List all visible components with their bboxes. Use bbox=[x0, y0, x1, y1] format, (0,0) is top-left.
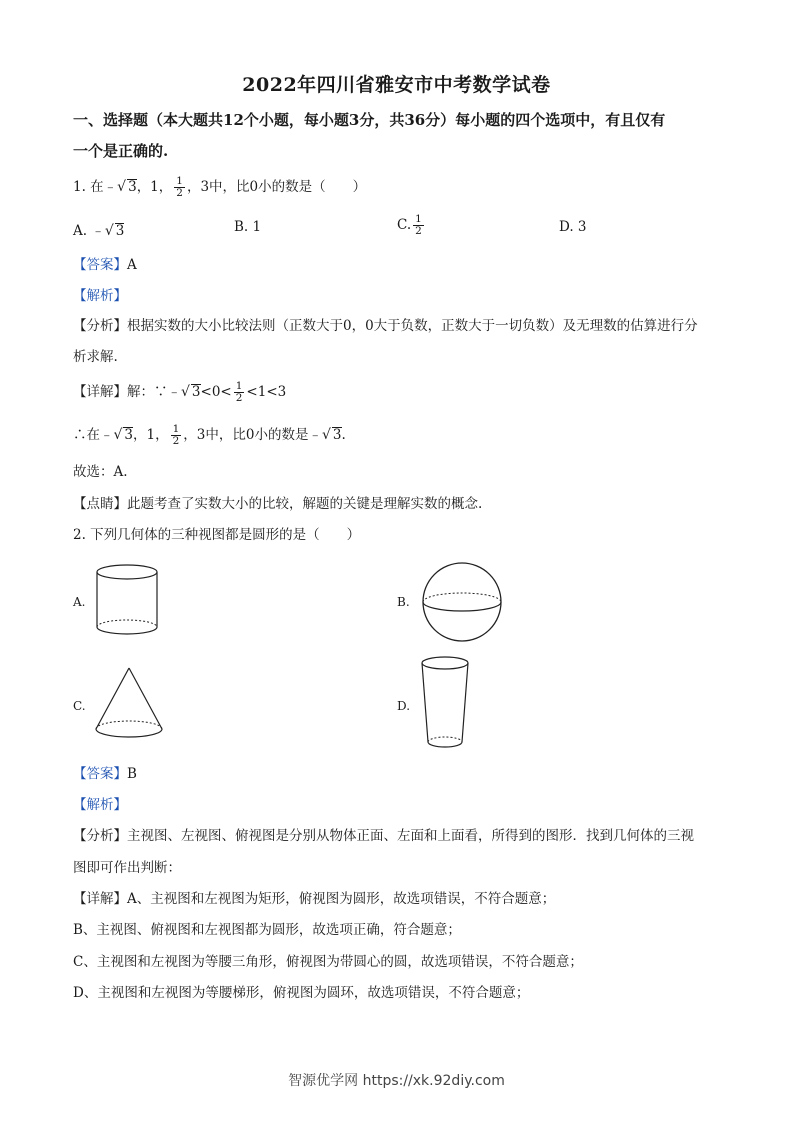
q1-option-a: A. ﹣√ 3 bbox=[73, 223, 125, 239]
q2-detail-d: D、主视图和左视图为等腰梯形，俯视图为圆环，故选项错误，不符合题意； bbox=[73, 985, 530, 1001]
q1-detail: 【详解】解：∵﹣√ 3<0< $\frac{1}{2}$ <1<3 bbox=[73, 380, 287, 404]
q2-fenxi-line2: 图即可作出判断： bbox=[73, 860, 181, 876]
q2-label-d: D. bbox=[397, 699, 411, 713]
q1-stem-fraction: $\frac{1}{2}$ bbox=[176, 175, 183, 199]
q2-detail-a: 【详解】A、主视图和左视图为矩形，俯视图为圆形，故选项错误，不符合题意； bbox=[73, 891, 556, 907]
q2-detail-c: C、主视图和左视图为等腰三角形，俯视图为带圆心的圆，故选项错误，不符合题意； bbox=[73, 954, 583, 970]
q1-option-c: C. $\frac{1}{2}$ bbox=[397, 213, 422, 237]
q1-analysis-tag: 【解析】 bbox=[73, 288, 127, 304]
q1-stem-radicand: 3 bbox=[128, 179, 137, 195]
q1-choose: 故选：A. bbox=[73, 464, 128, 480]
section-heading-line1: 一、选择题（本大题共12个小题，每小题3分，共36分）每小题的四个选项中，有且仅有 bbox=[73, 111, 666, 129]
section-heading-line2: 一个是正确的. bbox=[73, 142, 169, 160]
q2-answer: 【答案】B bbox=[73, 766, 137, 782]
q1-fenxi-line1: 【分析】根据实数的大小比较法则（正数大于0，0大于负数，正数大于一切负数）及无理数的估算进行分 bbox=[73, 318, 698, 334]
q2-label-a: A. bbox=[73, 595, 86, 609]
q2-analysis-tag: 【解析】 bbox=[73, 797, 127, 813]
q2-label-b: B. bbox=[397, 595, 410, 609]
q1-answer: 【答案】A bbox=[73, 257, 137, 273]
q1-stem: 1. 在﹣√ 3，1， $\frac{1}{2}$ ，3中，比0小的数是（ ） bbox=[73, 175, 367, 199]
q2-label-c: C. bbox=[73, 699, 86, 713]
q1-option-d: D. 3 bbox=[559, 219, 587, 235]
q1-fenxi-line2: 析求解. bbox=[73, 349, 118, 365]
sphere-figure bbox=[420, 561, 504, 643]
q1-comment: 【点睛】此题考查了实数大小的比较，解题的关键是理解实数的概念. bbox=[73, 496, 483, 512]
q1-therefore: ∴在﹣√ 3，1， $\frac{1}{2}$ ，3中，比0小的数是﹣√ 3. bbox=[73, 423, 346, 447]
frustum-cup-figure bbox=[418, 654, 472, 752]
cylinder-figure bbox=[94, 563, 160, 639]
page-title: 2022年四川省雅安市中考数学试卷 bbox=[242, 74, 551, 96]
q1-option-b: B. 1 bbox=[234, 219, 262, 235]
footer-watermark: 智源优学网 https://xk.92diy.com bbox=[288, 1073, 505, 1089]
q2-stem: 2. 下列几何体的三种视图都是圆形的是（ ） bbox=[73, 527, 361, 543]
cone-figure bbox=[93, 666, 165, 742]
q2-detail-b: B、主视图、俯视图和左视图都为圆形，故选项正确，符合题意； bbox=[73, 922, 461, 938]
q2-fenxi-line1: 【分析】主视图、左视图、俯视图是分别从物体正面、左面和上面看，所得到的图形．找到几何体的三视 bbox=[73, 828, 694, 844]
